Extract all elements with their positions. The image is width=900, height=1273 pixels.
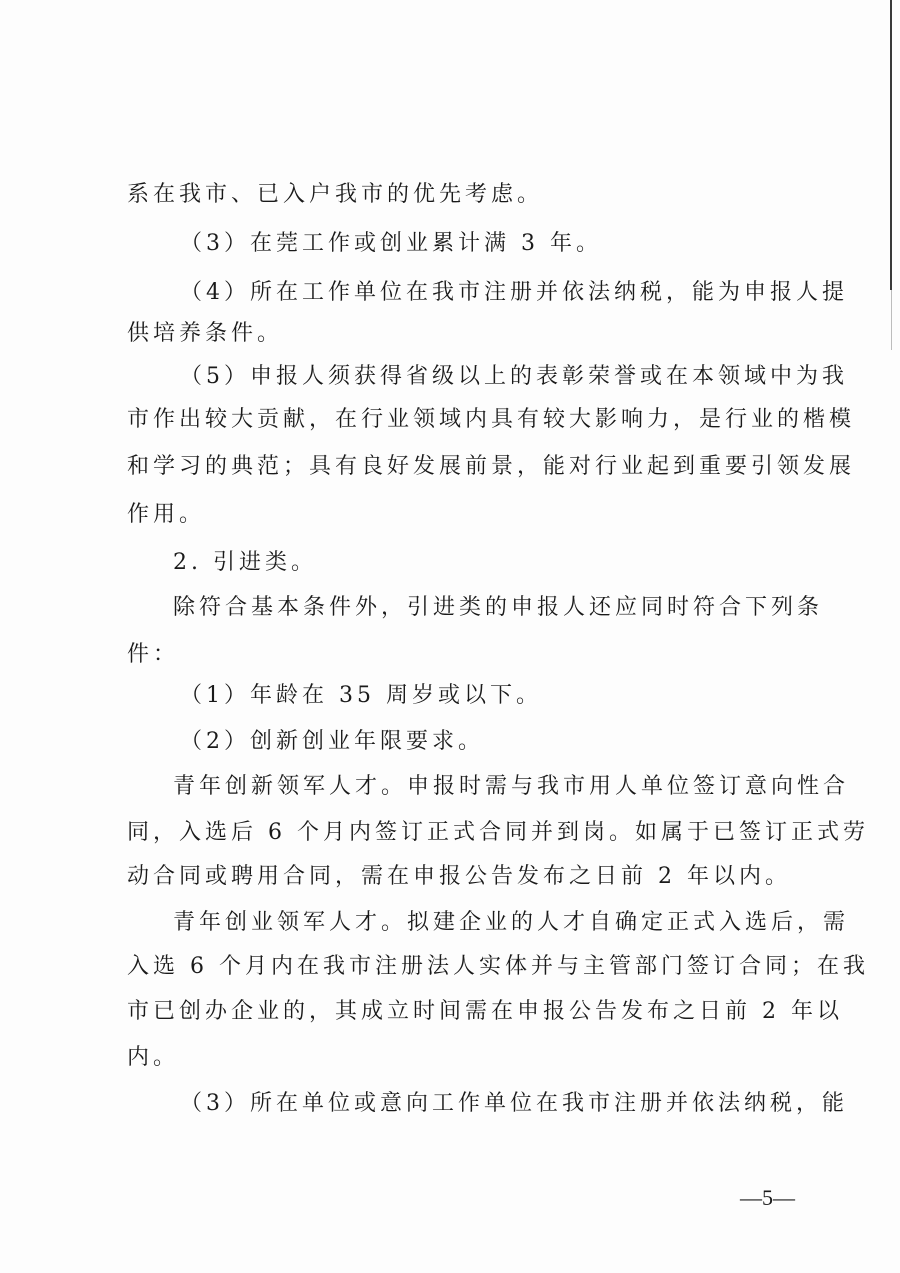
text-line: （3）所在单位或意向工作单位在我市注册并依法纳税，能 [180, 1091, 848, 1116]
text-line: 系在我市、已入户我市的优先考虑。 [127, 182, 544, 207]
text-line: 供培养条件。 [127, 321, 284, 346]
text-line: （4）所在工作单位在我市注册并依法纳税，能为申报人提 [180, 280, 848, 305]
text-line: （2）创新创业年限要求。 [180, 729, 484, 754]
text-line: 件： [127, 642, 180, 667]
section-heading: 2. 引进类。 [173, 550, 317, 575]
text-line: 和学习的典范；具有良好发展前景，能对行业起到重要引领发展 [127, 454, 856, 479]
text-line: （1）年龄在 35 周岁或以下。 [180, 683, 542, 708]
text-line: 同，入选后 6 个月内签订正式合同并到岗。如属于已签订正式劳 [127, 820, 869, 845]
text-line: 青年创新领军人才。申报时需与我市用人单位签订意向性合 [173, 774, 850, 799]
text-line: 动合同或聘用合同，需在申报公告发布之日前 2 年以内。 [127, 864, 791, 889]
text-line: （3）在莞工作或创业累计满 3 年。 [180, 231, 602, 256]
text-line: （5）申报人须获得省级以上的表彰荣誉或在本领域中为我 [180, 364, 848, 389]
page-number: —5— [740, 1185, 795, 1210]
text-line: 内。 [127, 1045, 180, 1070]
text-line: 青年创业领军人才。拟建企业的人才自确定正式入选后，需 [173, 910, 850, 935]
text-line: 入选 6 个月内在我市注册法人实体并与主管部门签订合同；在我 [127, 954, 869, 979]
text-line: 作用。 [127, 502, 206, 527]
text-line: 除符合基本条件外，引进类的申报人还应同时符合下列条 [173, 595, 824, 620]
binding-edge-line-faint [891, 290, 892, 350]
binding-edge-line [890, 0, 892, 290]
text-line: 市已创办企业的，其成立时间需在申报公告发布之日前 2 年以 [127, 999, 843, 1024]
text-line: 市作出较大贡献，在行业领域内具有较大影响力，是行业的楷模 [127, 407, 856, 432]
